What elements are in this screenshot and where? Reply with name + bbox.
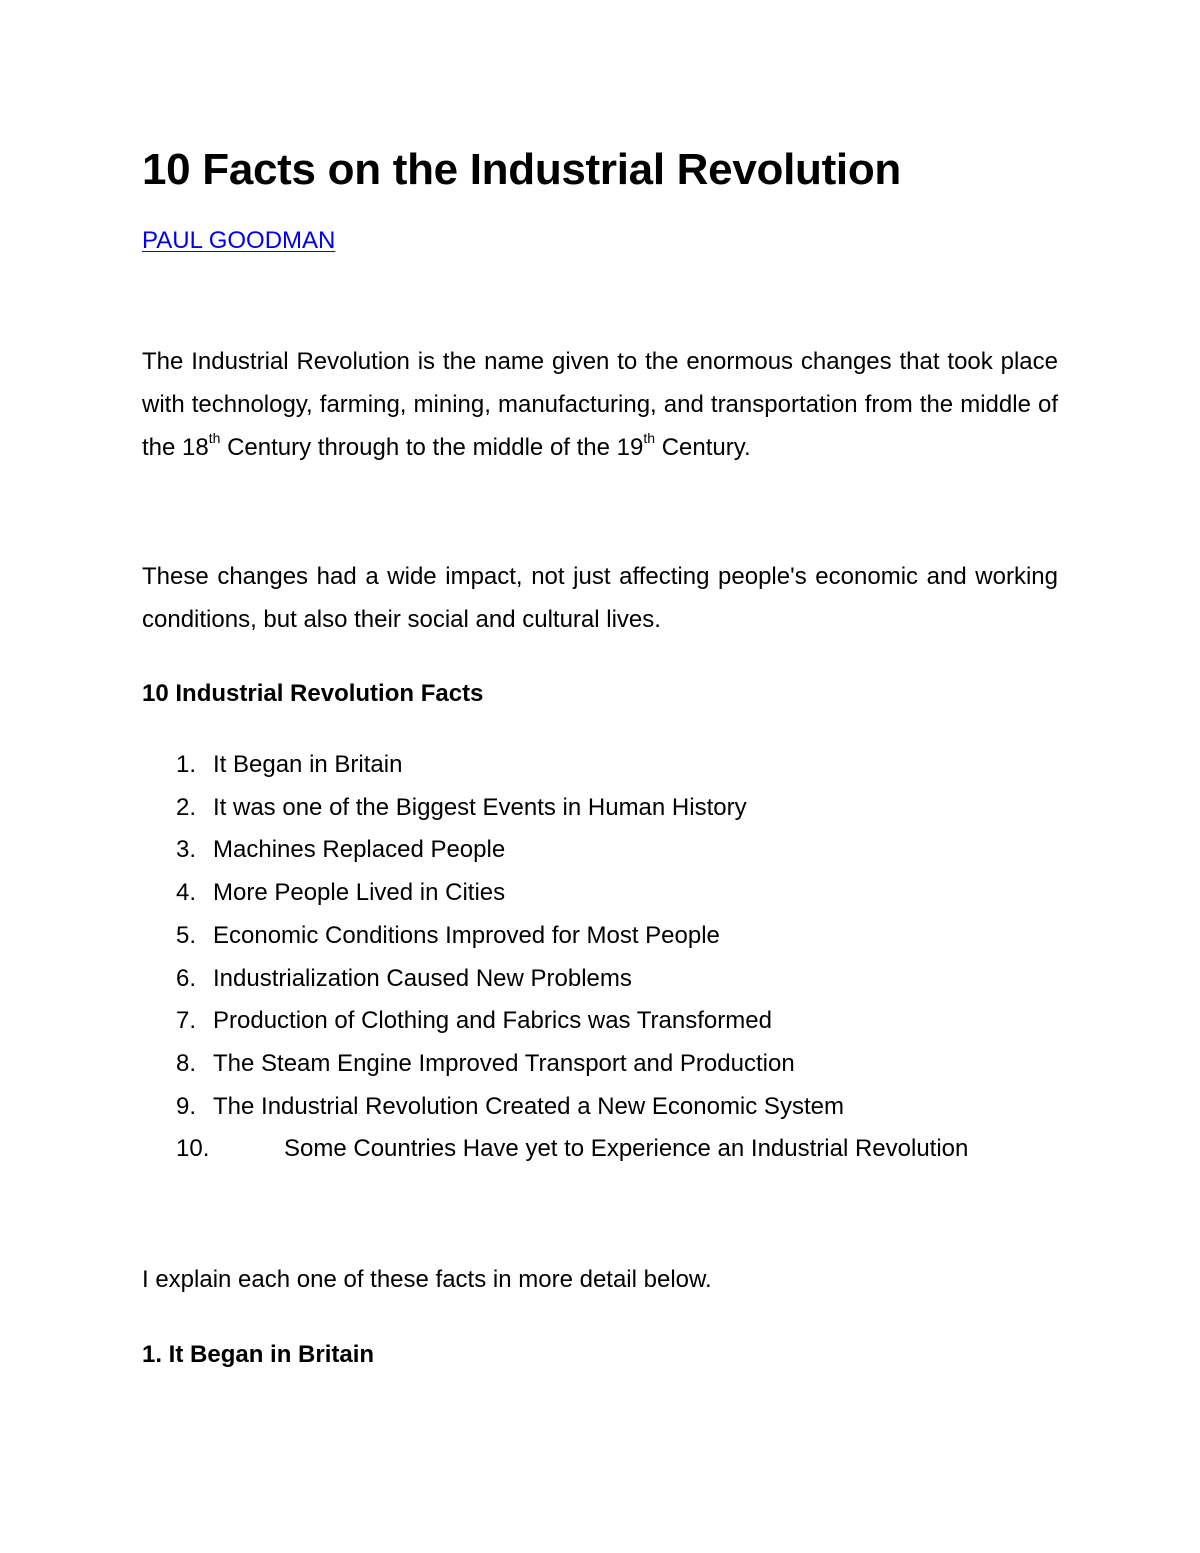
document-page [142,0,1058,1553]
list-number: 3. [176,836,197,864]
list-number: 2. [176,793,197,821]
list-item [142,915,1058,958]
list-item [142,787,1058,830]
facts-heading: 10 Industrial Revolution Facts [142,680,484,707]
intro-text-b: Century through to the middle of the 19 [220,434,644,461]
list-text: More People Lived in Cities [213,879,506,907]
list-text: Industrialization Caused New Problems [213,964,632,992]
list-text: Machines Replaced People [213,836,506,864]
list-number: 7. [176,1007,197,1035]
facts-list [142,744,1058,1171]
list-item [142,744,1058,787]
section-heading: 1. It Began in Britain [142,1341,375,1368]
list-number: 4. [176,879,197,907]
intro-text-c: Century. [655,434,751,461]
list-item [142,872,1058,915]
list-text: The Steam Engine Improved Transport and Production [213,1049,795,1077]
list-item [142,829,1058,872]
list-item [142,1043,1058,1086]
intro-text-a: The Industrial Revolution is the name given to the enormous changes that took place with technology, farming, mining, manufacturing, and transportation from the middle of the 18 [142,348,1058,461]
list-text: Some Countries Have yet to Experience an Industrial Revolution [284,1135,969,1163]
intro-paragraph-2: These changes had a wide impact, not just affecting people's economic and working conditions, but also their social and cultural lives. [142,563,1058,633]
intro-paragraph-1 [142,340,1058,469]
list-item [142,1000,1058,1043]
outro-paragraph: I explain each one of these facts in more detail below. [142,1266,712,1293]
list-number: 8. [176,1049,197,1077]
list-text: The Industrial Revolution Created a New Economic System [213,1092,844,1120]
ordinal-suffix: th [208,430,221,446]
list-text: Economic Conditions Improved for Most People [213,921,720,949]
list-number: 1. [176,751,197,778]
list-item [142,1086,1058,1129]
list-item [142,1128,1058,1171]
list-number: 10. [176,1135,210,1163]
list-number: 9. [176,1092,197,1120]
list-text: It was one of the Biggest Events in Human History [213,793,747,821]
document-title: 10 Facts on the Industrial Revolution [142,145,902,194]
author-link[interactable]: PAUL GOODMAN [142,227,336,254]
list-item [142,958,1058,1001]
list-text: It Began in Britain [213,751,403,778]
list-number: 5. [176,921,197,949]
ordinal-suffix: th [643,430,656,446]
list-text: Production of Clothing and Fabrics was Transformed [213,1007,772,1035]
list-number: 6. [176,964,197,992]
